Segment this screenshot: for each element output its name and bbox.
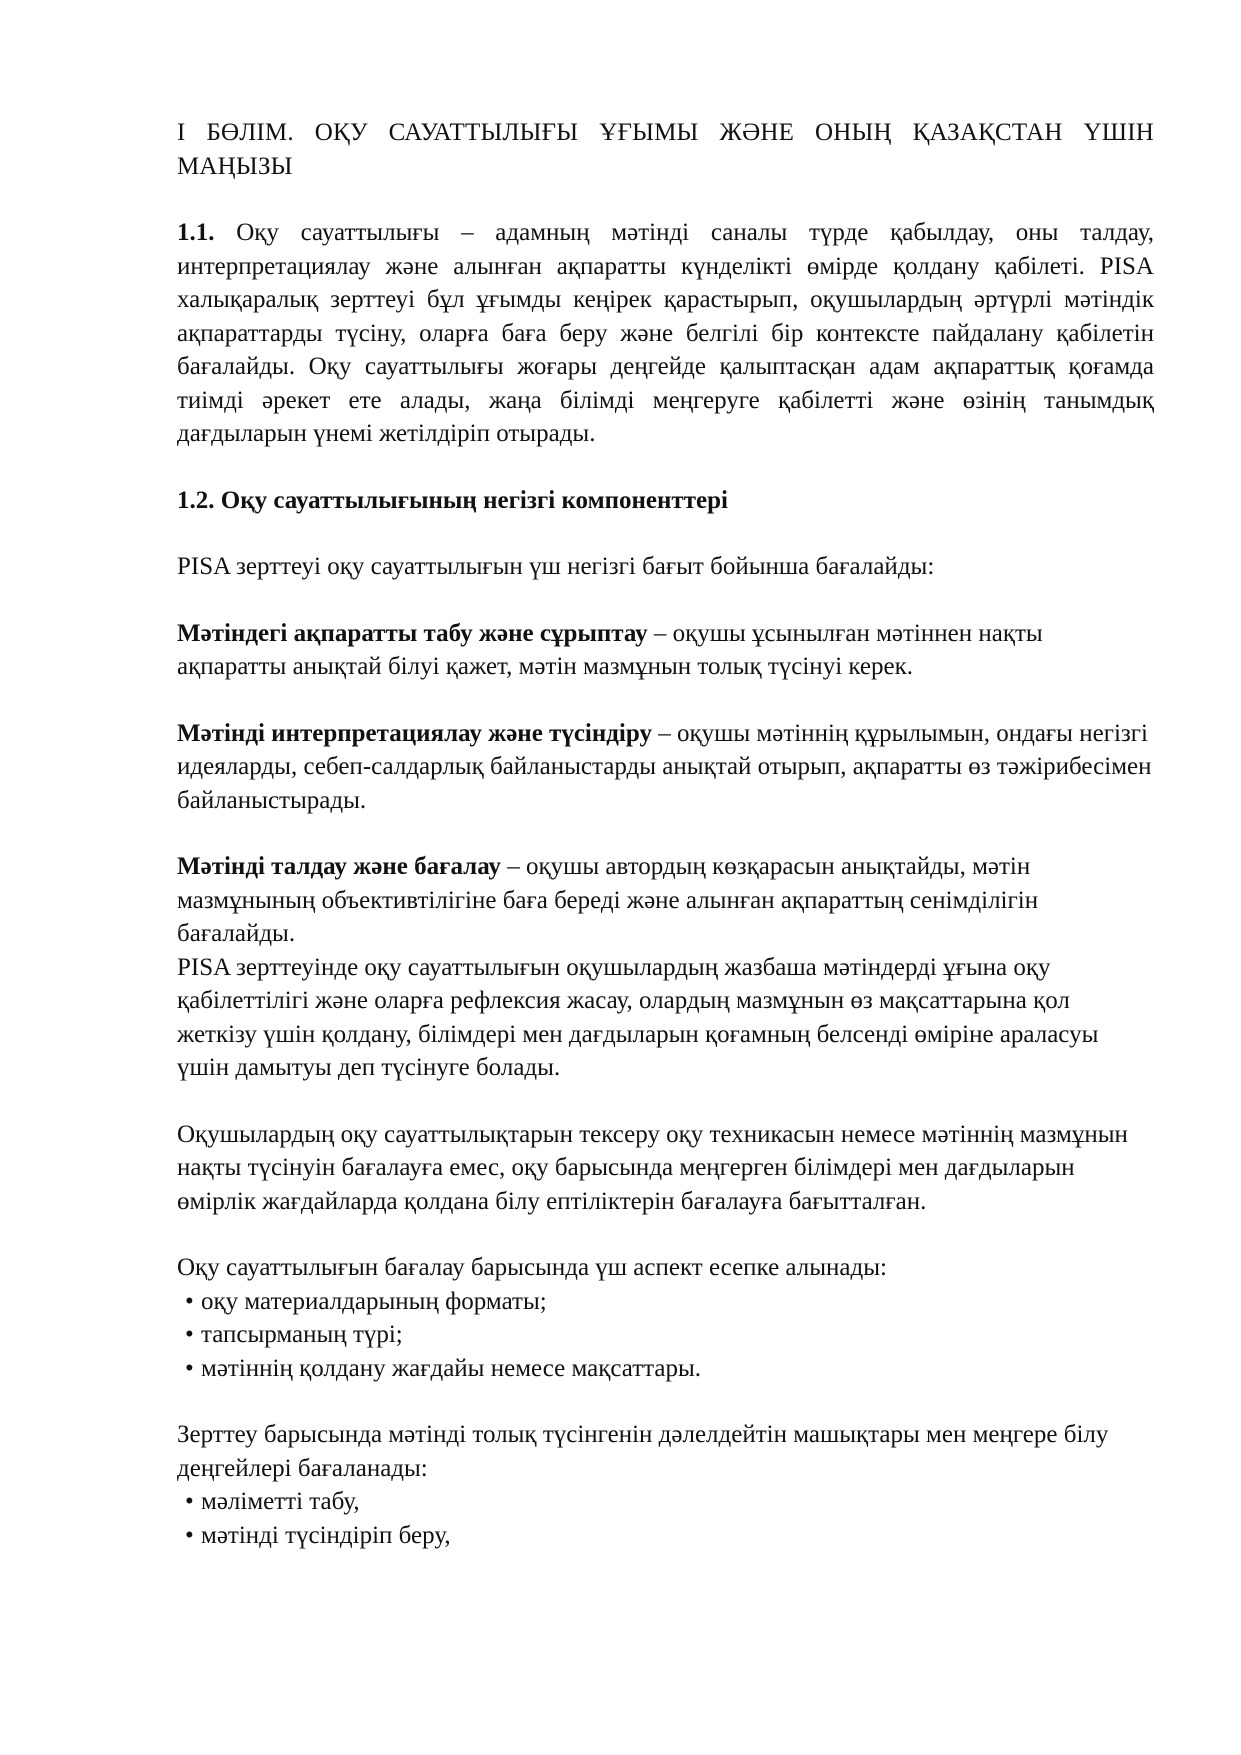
section-1-1-text: Оқу сауаттылығы – адамның мәтінді саналы түрде қабылдау, оны талдау, интерпретациялау және алынған ақпаратты күнделікті өмірде қолдану қабілеті. PISA халықаралық зерттеуі бұл ұғымды кеңірек қарастырып, оқушылардың әртүрлі мәтіндік ақпараттарды түсіну, оларға баға беру және белгілі бір контексте пайдалану қабілетін бағалайды. Оқу сауаттылығы жоғары деңгейде қалыптасқан адам ақпараттық қоғамда тиімді әрекет ете алады, жаңа білімді меңгеруге қабілетті және өзінің танымдық дағдыларын үнемі жетілдіріп отырады. — [177, 219, 1154, 447]
spacer — [177, 1385, 1154, 1418]
component-interpret — [177, 717, 1154, 818]
component-term: Мәтінді интерпретациялау және түсіндіру — [177, 719, 652, 747]
section-1-1-number: 1.1. — [177, 219, 215, 246]
bullet-icon: • — [185, 1287, 194, 1315]
spacer — [177, 451, 1154, 484]
component-text: – оқушы автордың көзқарасын анықтайды, мәтін мазмұнының объективтілігіне баға береді және алынған ақпараттың сенімділігін бағалайды. — [177, 853, 1039, 947]
section-1-2-title: 1.2. Оқу сауаттылығының негізгі компоненттері — [177, 486, 728, 514]
chapter-heading: І БӨЛІМ. ОҚУ САУАТТЫЛЫҒЫ ҰҒЫМЫ ЖӘНЕ ОНЫҢ ҚАЗАҚСТАН ҮШІН МАҢЫЗЫ — [177, 119, 1154, 180]
list-item: • мәтінді түсіндіріп беру, — [185, 1519, 1154, 1553]
spacer — [177, 1218, 1154, 1251]
component-text: – оқушы ұсынылған мәтіннен нақты ақпаратты анықтай білуі қажет, мәтін мазмұнын толық түсінуі керек. — [177, 619, 1043, 680]
spacer — [177, 183, 1154, 216]
component-evaluate — [177, 850, 1154, 951]
pisa-definition: PISA зерттеуінде оқу сауаттылығын оқушылардың жазбаша мәтіндерді ұғына оқу қабілеттілігі және оларға рефлексия жасау, олардың мазмұнын өз мақсаттарына қол жеткізу үшін қолдану, білімдері мен дағдыларын қоғамның белсенді өміріне араласуы үшін дамытуы деп түсінуге болады. — [177, 953, 1099, 1081]
list-item: • мәліметті табу, — [185, 1485, 1154, 1519]
component-text: – оқушы мәтіннің құрылымын, ондағы негізгі идеяларды, себеп-салдарлық байланыстарды анықтай отырып, ақпаратты өз тәжірибесімен байланыстырады. — [177, 719, 1152, 814]
component-term: Мәтінді талдау және бағалау — [177, 853, 501, 880]
bullet-icon: • — [185, 1354, 194, 1382]
skills-intro: Зерттеу барысында мәтінді толық түсінгенін дәлелдейтін машықтары мен меңгере білу деңгейлері бағаланады: — [177, 1421, 1109, 1482]
spacer — [177, 1085, 1154, 1118]
spacer — [177, 517, 1154, 550]
spacer — [177, 817, 1154, 850]
pisa-intro: PISA зерттеуі оқу сауаттылығын үш негізгі бағыт бойынша бағалайды: — [177, 553, 935, 580]
spacer — [177, 584, 1154, 617]
assessment-focus: Оқушылардың оқу сауаттылықтарын тексеру оқу техникасын немесе мәтіннің мазмұнын нақты түсінуін бағалауға емес, оқу барысында меңгерген білімдері мен дағдыларын өмірлік жағдайларда қолдана білу ептіліктерін бағалауға бағытталған. — [177, 1120, 1128, 1215]
skills-list — [177, 1485, 1154, 1552]
bullet-icon: • — [185, 1521, 194, 1549]
list-item: • оқу материалдарының форматы; — [185, 1285, 1154, 1319]
spacer — [177, 684, 1154, 717]
aspects-list — [177, 1285, 1154, 1386]
section-1-1-paragraph — [177, 216, 1154, 451]
bullet-icon: • — [185, 1321, 194, 1348]
document-page — [177, 116, 1154, 1552]
section-1-2-heading — [177, 484, 1154, 518]
component-term: Мәтіндегі ақпаратты табу және сұрыптау — [177, 619, 648, 647]
aspects-intro: Оқу сауаттылығын бағалау барысында үш аспект есепке алынады: — [177, 1254, 887, 1281]
list-item: • мәтіннің қолдану жағдайы немесе мақсаттары. — [185, 1352, 1154, 1386]
list-item: • тапсырманың түрі; — [185, 1318, 1154, 1352]
component-find-info — [177, 617, 1154, 684]
bullet-icon: • — [185, 1488, 194, 1515]
